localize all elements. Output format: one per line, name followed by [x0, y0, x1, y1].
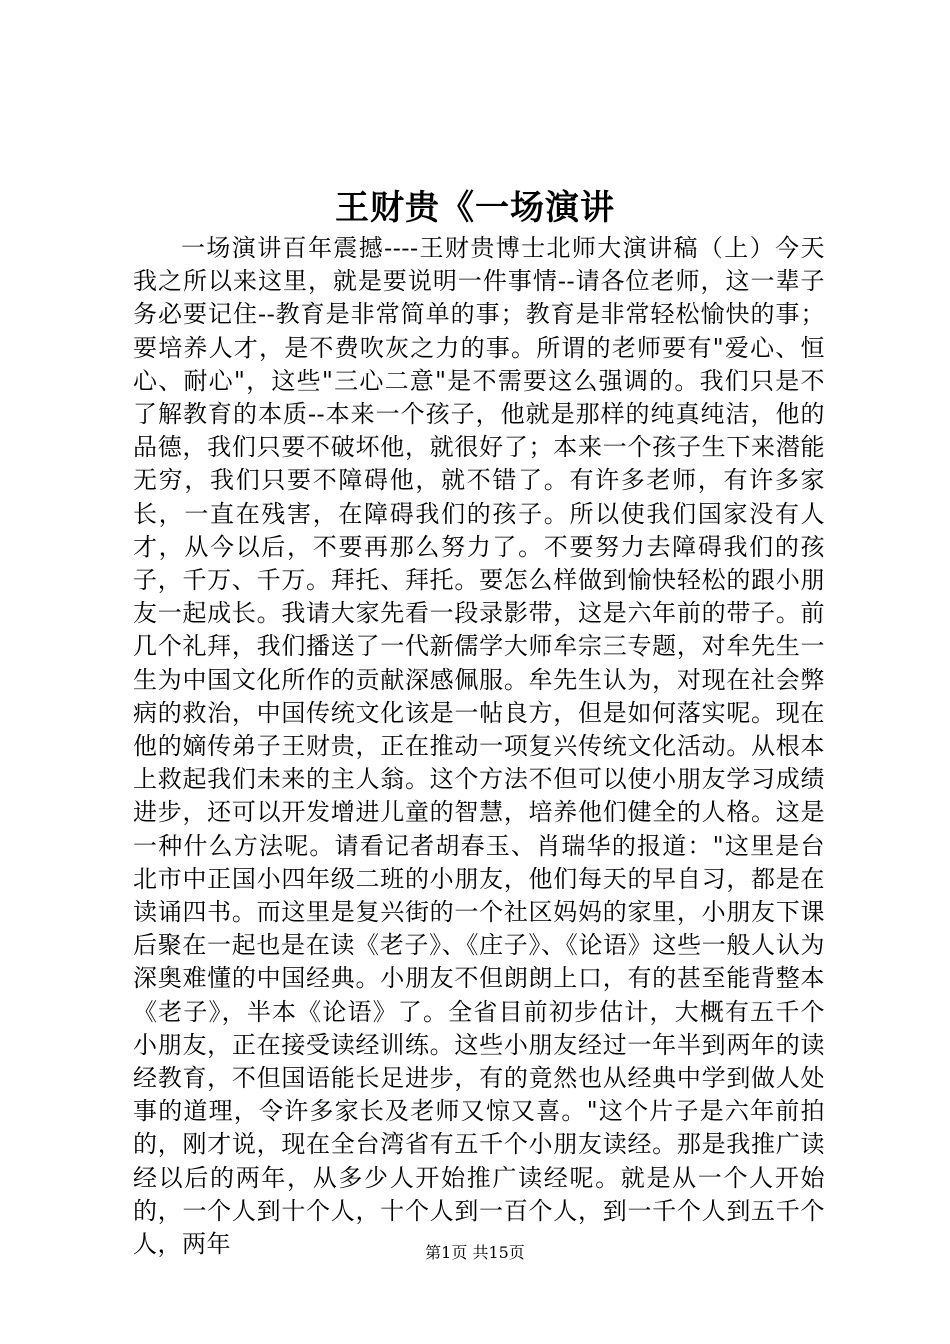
body-paragraph: 一场演讲百年震撼----王财贵博士北师大演讲稿（上）今天我之所以来这里，就是要说明一件事情--请各位老师，这一辈子务必要记住--教育是非常简单的事；教育是非常轻松愉快的事；要培养人才，是不费吹灰之力的事。所谓的老师要有"爱心、恒心、耐心"，这些"三心二意"是不需要这么强调的。我们只是不了解教育的本质--本来一个孩子，他就是那样的纯真纯洁，他的品德，我们只要不破坏他，就很好了；本来一个孩子生下来潜能无穷，我们只要不障碍他，就不错了。有许多老师，有许多家长，一直在残害，在障碍我们的孩子。所以使我们国家没有人才，从今以后，不要再那么努力了。不要努力去障碍我们的孩子，千万、千万。拜托、拜托。要怎么样做到愉快轻松的跟小朋友一起成长。我请大家先看一段录影带，这是六年前的带子。前几个礼拜，我们播送了一代新儒学大师牟宗三专题，对牟先生一生为中国文化所作的贡献深感佩服。牟先生认为，对现在社会弊病的救治，中国传统文化该是一帖良方，但是如何落实呢。现在他的嫡传弟子王财贵，正在推动一项复兴传统文化活动。从根本上救起我们未来的主人翁。这个方法不但可以使小朋友学习成绩进步，还可以开发增进儿童的智慧，培养他们健全的人格。这是一种什么方法呢。请看记者胡春玉、肖瑞华的报道："这里是台北市中正国小四年级二班的小朋友，他们每天的早自习，都是在读诵四书。而这里是复兴街的一个社区妈妈的家里，小朋友下课后聚在一起也是在读《老子》、《庄子》、《论语》这些一般人认为深奥难懂的中国经典。小朋友不但朗朗上口，有的甚至能背整本《老子》，半本《论语》了。全省目前初步估计，大概有五千个小朋友，正在接受读经训练。这些小朋友经过一年半到两年的读经教育，不但国语能长足进步，有的竟然也从经典中学到做人处事的道理，令许多家长及老师又惊又喜。"这个片子是六年前拍的，刚才说，现在全台湾省有五千个小朋友读经。那是我推广读经以后的两年，从多少人开始推广读经呢。就是从一个人开始的，一个人到十个人，十个人到一百个人，到一千个人到五千个人，两年	[133, 234, 825, 1259]
page-number: 第1页 共15页	[425, 1243, 525, 1262]
page-title: 王财贵《一场演讲	[335, 188, 615, 228]
